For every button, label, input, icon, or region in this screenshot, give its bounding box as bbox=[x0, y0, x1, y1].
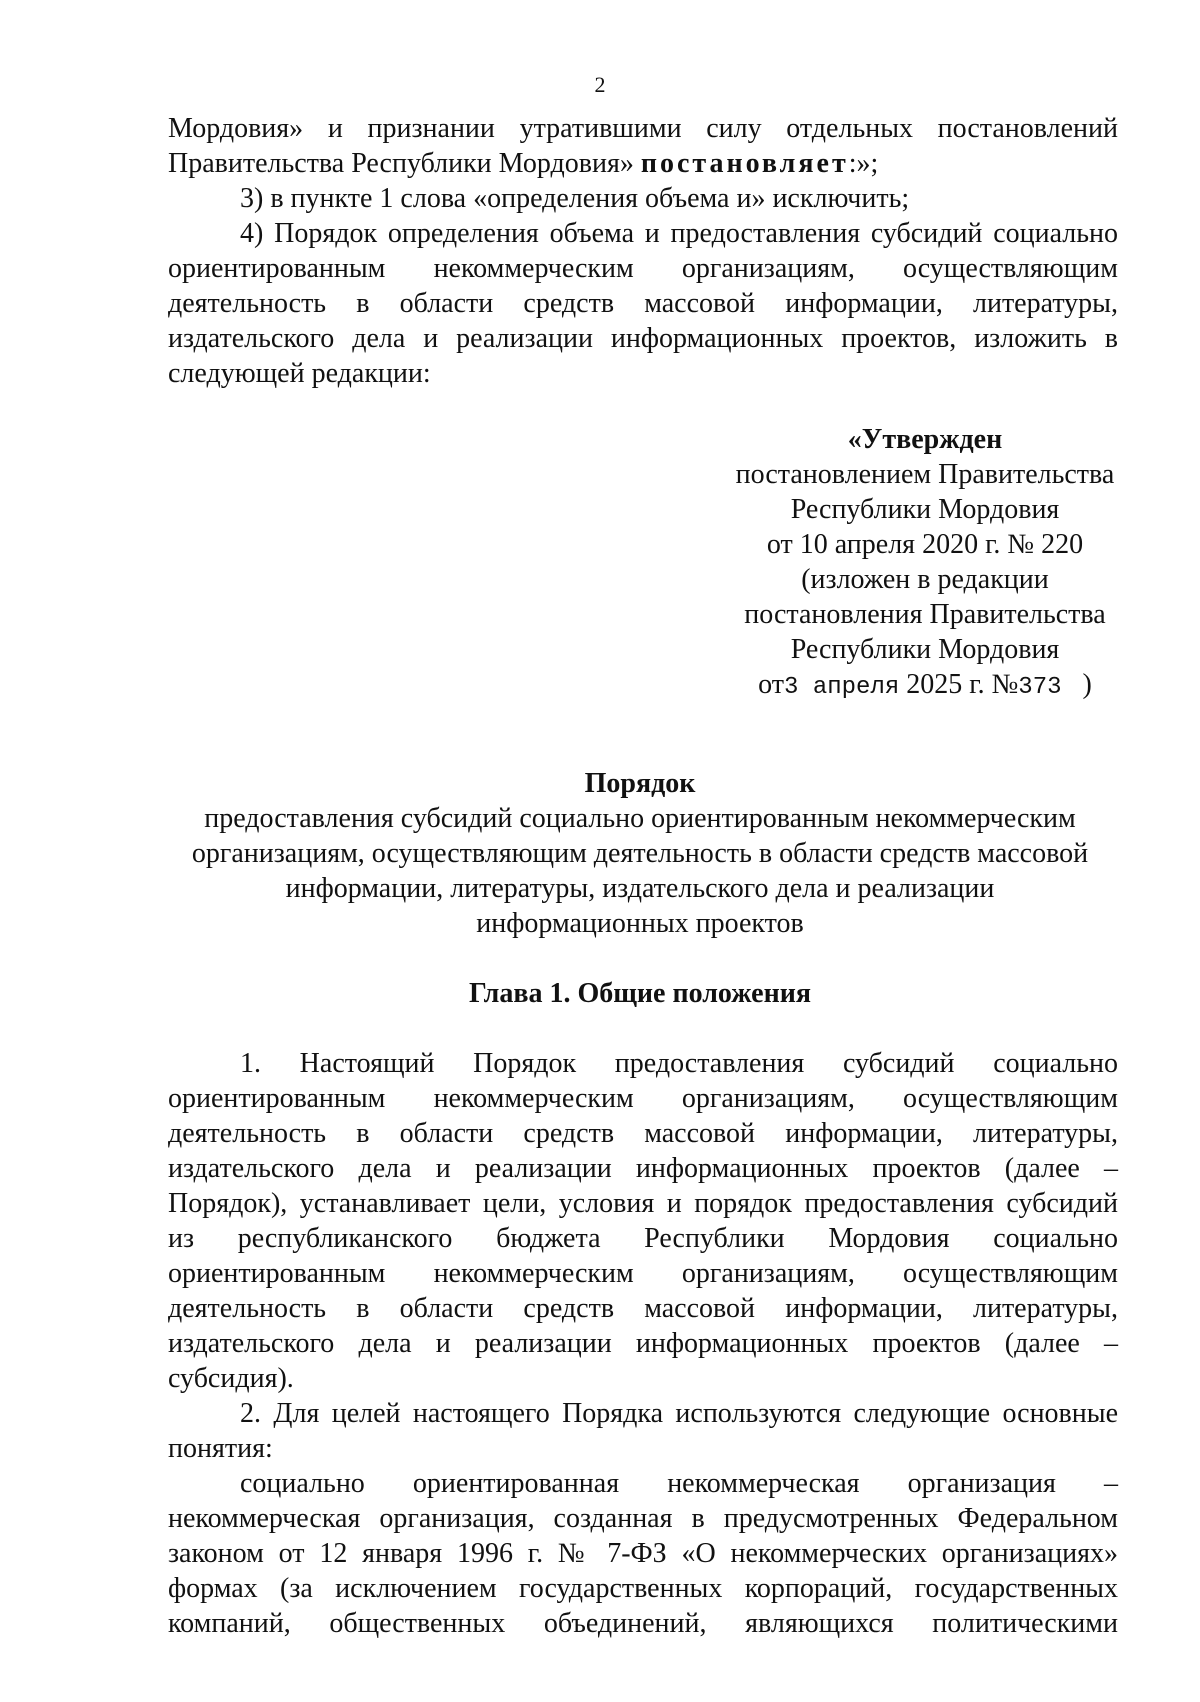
approval-date-prefix: от bbox=[758, 669, 785, 700]
p3-line-4: формах (за исключением государственных корпораций, государственных bbox=[168, 1573, 1118, 1604]
intro-line-1: Мордовия» и признании утратившими силу отдельных постановлений bbox=[168, 113, 1118, 144]
p1-line-6: из республиканского бюджета Республики Мордовия социально bbox=[168, 1223, 1118, 1254]
intro-line-4: 4) Порядок определения объема и предоставления субсидий социально bbox=[240, 218, 1118, 249]
intro-line-2-end: :»; bbox=[848, 148, 879, 179]
intro-line-2 bbox=[168, 147, 1118, 181]
p2-line-1: 2. Для целей настоящего Порядка используются следующие основные bbox=[240, 1398, 1118, 1429]
p3-line-1: социально ориентированная некоммерческая организация – bbox=[240, 1468, 1118, 1499]
approval-line-7 bbox=[710, 668, 1140, 705]
document-subtitle-2: организациям, осуществляющим деятельность в области средств массовой bbox=[191, 838, 1089, 869]
intro-line-3: 3) в пункте 1 слова «определения объема и» исключить; bbox=[240, 183, 910, 214]
p1-line-2: ориентированным некоммерческим организациям, осуществляющим bbox=[168, 1083, 1118, 1114]
intro-line-6: деятельность в области средств массовой информации, литературы, bbox=[168, 288, 1118, 319]
p1-line-1: 1. Настоящий Порядок предоставления субсидий социально bbox=[240, 1048, 1118, 1079]
decree-keyword: постановляет bbox=[640, 148, 849, 179]
approval-close-paren: ) bbox=[1082, 669, 1092, 700]
p1-line-4: издательского дела и реализации информационных проектов (далее – bbox=[168, 1153, 1118, 1184]
page-number: 2 bbox=[594, 72, 606, 97]
approval-date: 3 апреля bbox=[784, 674, 900, 701]
approval-title: «Утвержден bbox=[847, 424, 1003, 455]
approval-line-3: от 10 апреля 2020 г. № 220 bbox=[766, 529, 1084, 560]
approval-line-2: Республики Мордовия bbox=[790, 494, 1060, 525]
p1-line-8: деятельность в области средств массовой информации, литературы, bbox=[168, 1293, 1118, 1324]
approval-line-1: постановлением Правительства bbox=[735, 459, 1115, 490]
intro-line-7: издательского дела и реализации информационных проектов, изложить в bbox=[168, 323, 1118, 354]
intro-line-2-start: Правительства Республики Мордовия» bbox=[168, 148, 634, 179]
approval-line-5: постановления Правительства bbox=[744, 599, 1106, 630]
intro-line-5: ориентированным некоммерческим организациям, осуществляющим bbox=[168, 253, 1118, 284]
p2-line-2: понятия: bbox=[168, 1433, 273, 1464]
p3-line-5: компаний, общественных объединений, являющихся политическими bbox=[168, 1608, 1118, 1639]
p1-line-10: субсидия). bbox=[168, 1363, 294, 1394]
document-subtitle-1: предоставления субсидий социально ориентированным некоммерческим bbox=[204, 803, 1076, 834]
document-title: Порядок bbox=[584, 768, 696, 799]
approval-line-6: Республики Мордовия bbox=[790, 634, 1060, 665]
approval-number: 373 bbox=[1018, 674, 1062, 701]
document-subtitle-4: информационных проектов bbox=[476, 908, 804, 939]
p1-line-9: издательского дела и реализации информационных проектов (далее – bbox=[168, 1328, 1118, 1359]
p1-line-5: Порядок), устанавливает цели, условия и порядок предоставления субсидий bbox=[168, 1188, 1118, 1219]
p3-line-3: законом от 12 января 1996 г. № 7-ФЗ «О некоммерческих организациях» bbox=[168, 1538, 1118, 1569]
chapter-heading: Глава 1. Общие положения bbox=[468, 978, 811, 1009]
document-subtitle-3: информации, литературы, издательского дела и реализации bbox=[285, 873, 995, 904]
p1-line-3: деятельность в области средств массовой информации, литературы, bbox=[168, 1118, 1118, 1149]
approval-year: 2025 г. № bbox=[906, 669, 1019, 700]
p3-line-2: некоммерческая организация, созданная в предусмотренных Федеральном bbox=[168, 1503, 1118, 1534]
intro-line-8: следующей редакции: bbox=[168, 358, 431, 389]
approval-line-4: (изложен в редакции bbox=[801, 564, 1049, 595]
p1-line-7: ориентированным некоммерческим организациям, осуществляющим bbox=[168, 1258, 1118, 1289]
